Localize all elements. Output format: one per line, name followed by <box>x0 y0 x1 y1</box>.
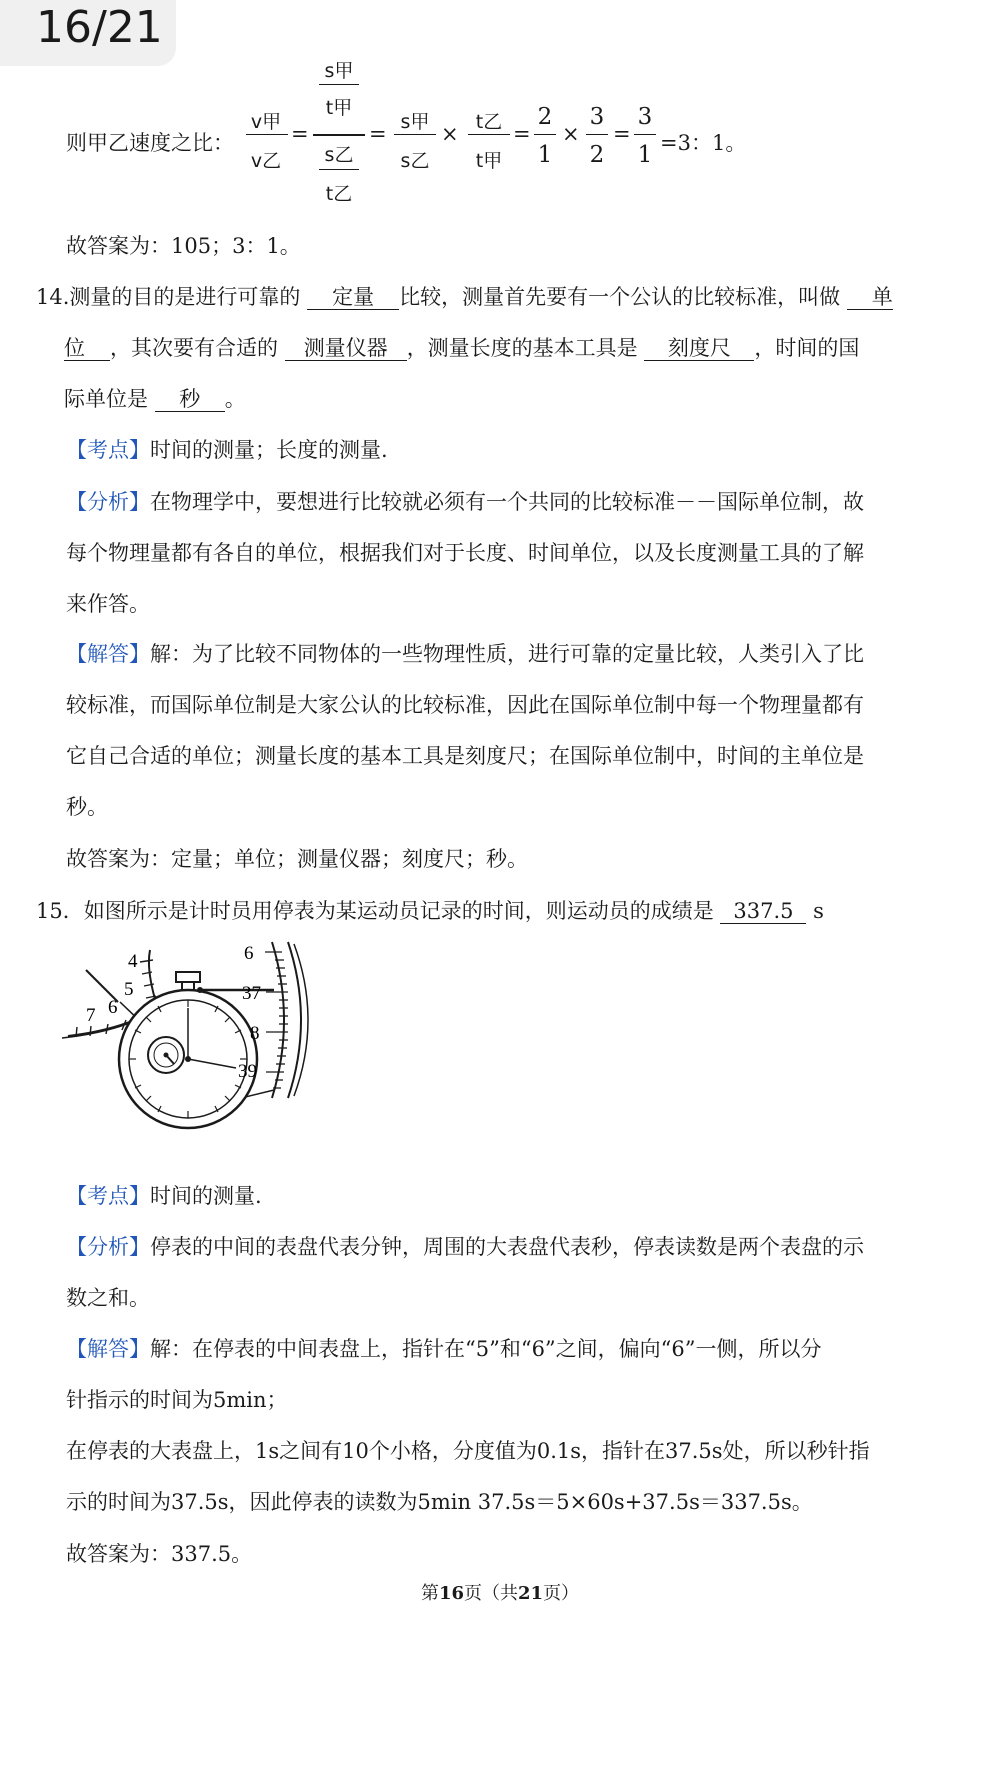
answer-blank: 测量仪器 <box>285 337 407 361</box>
s-jia: s甲 <box>400 111 430 133</box>
ratio-lead-text: 则甲乙速度之比： <box>66 131 234 155</box>
denominator: 2 <box>589 142 605 168</box>
second-label: 39 <box>238 1061 257 1082</box>
q15-fenxi-2: 数之和。 <box>66 1286 150 1310</box>
q14-fenxi-1 <box>66 486 864 516</box>
kaodian-text: 时间的测量；长度的测量. <box>150 438 388 462</box>
q15-jieda-3: 在停表的大表盘上，1s之间有10个小格，分度值为0.1s，指针在37.5s处，所以秒针指 <box>66 1439 870 1463</box>
fenxi-text: 停表的中间的表盘代表分钟，周围的大表盘代表秒，停表读数是两个表盘的示 <box>150 1235 864 1259</box>
jieda-text: 解：为了比较不同物体的一些物理性质，进行可靠的定量比较，人类引入了比 <box>150 642 864 666</box>
q14-text: ，其次要有合适的 <box>110 336 278 360</box>
t-yi: t乙 <box>475 111 503 133</box>
q14-jieda-1 <box>66 638 864 668</box>
ratio-result: =3：1。 <box>660 131 747 155</box>
equals-sign: = <box>291 122 309 146</box>
q14-text: 。 <box>224 387 246 411</box>
equals-sign: = <box>513 122 531 146</box>
v-yi: v乙 <box>250 150 282 172</box>
footer-text: 第 <box>420 1583 439 1604</box>
q15-jieda-4: 示的时间为37.5s，因此停表的读数为5min 37.5s＝5×60s+37.5s＝337.5s。 <box>66 1490 813 1514</box>
s-yi: s乙 <box>324 144 354 166</box>
v-jia: v甲 <box>250 111 282 133</box>
fraction-bar <box>634 134 656 135</box>
kaodian-tag: 【考点】 <box>66 438 150 462</box>
fraction-bar <box>394 134 436 135</box>
minute-label: 7 <box>86 1005 96 1026</box>
q14-answer: 故答案为：定量；单位；测量仪器；刻度尺；秒。 <box>66 847 528 871</box>
q14-kaodian <box>66 434 388 464</box>
minute-hand-pivot <box>164 1053 169 1058</box>
minute-label: 6 <box>108 997 118 1018</box>
footer-text: 页（共 <box>464 1583 518 1604</box>
jieda-text: 解：在停表的中间表盘上，指针在“5”和“6”之间，偏向“6”一侧，所以分 <box>150 1337 822 1361</box>
answer-blank: 刻度尺 <box>644 337 754 361</box>
footer-total-pages: 21 <box>518 1583 544 1604</box>
kaodian-text: 时间的测量. <box>150 1184 262 1208</box>
t-jia: t甲 <box>325 97 353 119</box>
answer-blank: 单 <box>847 286 893 310</box>
t-yi: t乙 <box>325 183 353 205</box>
q14-fenxi-2: 每个物理量都有各自的单位，根据我们对于长度、时间单位，以及长度测量工具的了解 <box>66 541 864 565</box>
second-label: 8 <box>250 1023 260 1044</box>
fenxi-tag: 【分析】 <box>66 1235 150 1259</box>
fenxi-text: 在物理学中，要想进行比较就必须有一个共同的比较标准－－国际单位制，故 <box>150 490 864 514</box>
q15-answer: 故答案为：337.5。 <box>66 1542 253 1566</box>
stopwatch-crown <box>176 972 200 982</box>
q14-text: ，测量长度的基本工具是 <box>406 336 638 360</box>
q14-text: 测量的目的是进行可靠的 <box>69 285 301 309</box>
q14-line-2 <box>64 332 859 362</box>
q14-text: ，时间的国 <box>754 336 860 360</box>
q14-line-3 <box>64 383 246 413</box>
equals-sign: = <box>369 122 387 146</box>
fraction-bar <box>534 134 556 135</box>
answer-blank: 定量 <box>307 286 399 310</box>
equals-sign: = <box>613 122 631 146</box>
denominator: 1 <box>637 142 653 168</box>
answer-blank: 337.5 <box>720 900 806 924</box>
fraction-bar <box>468 134 510 135</box>
kaodian-tag: 【考点】 <box>66 1184 150 1208</box>
question-number: 14. <box>36 285 70 309</box>
times-sign: × <box>562 122 580 146</box>
stopwatch-figure <box>60 940 360 1160</box>
q14-jieda-3: 它自己合适的单位；测量长度的基本工具是刻度尺；在国际单位制中，时间的主单位是 <box>66 744 864 768</box>
t-jia: t甲 <box>475 150 503 172</box>
footer-page-number: 16 <box>438 1583 464 1604</box>
second-label: 6 <box>244 943 254 964</box>
fraction-bar <box>246 134 288 135</box>
second-scale-outer-arc <box>288 942 301 1098</box>
s-jia: s甲 <box>324 60 354 82</box>
minute-zoom-pointer <box>86 970 118 1002</box>
numerator: 2 <box>537 104 553 130</box>
answer-blank: 位 <box>64 337 110 361</box>
q14-fenxi-3: 来作答。 <box>66 592 150 616</box>
times-sign: × <box>441 122 459 146</box>
second-hand-pivot <box>185 1056 191 1062</box>
q14-jieda-2: 较标准，而国际单位制是大家公认的比较标准，因此在国际单位制中每一个物理量都有 <box>66 693 864 717</box>
unit-text: s <box>813 899 824 923</box>
q14-text: 际单位是 <box>64 387 148 411</box>
page-indicator-text: 16/21 <box>36 2 163 53</box>
jieda-tag: 【解答】 <box>66 1337 150 1361</box>
page-indicator <box>0 0 176 66</box>
q15-kaodian <box>66 1180 262 1210</box>
q15-text: 如图所示是计时员用停表为某运动员记录的时间，则运动员的成绩是 <box>83 899 714 923</box>
minute-label: 4 <box>128 951 138 972</box>
q15-jieda-2: 针指示的时间为5min； <box>66 1388 288 1412</box>
question-number: 15． <box>36 899 84 923</box>
fenxi-tag: 【分析】 <box>66 490 150 514</box>
q15-stem <box>36 895 824 925</box>
jieda-tag: 【解答】 <box>66 642 150 666</box>
second-scale-inner-arc <box>272 942 284 1098</box>
q15-jieda-1 <box>66 1333 822 1363</box>
q14-line-1 <box>36 281 893 311</box>
footer-text: 页） <box>543 1583 580 1604</box>
numerator: 3 <box>589 104 605 130</box>
fraction-bar <box>319 169 359 170</box>
answer-blank: 秒 <box>155 388 225 412</box>
fraction-bar <box>319 84 359 85</box>
q15-fenxi-1 <box>66 1231 864 1261</box>
numerator: 3 <box>637 104 653 130</box>
page-footer <box>0 1579 1000 1605</box>
second-label: 37 <box>242 983 261 1004</box>
denominator: 1 <box>537 142 553 168</box>
s-yi: s乙 <box>400 150 430 172</box>
q14-jieda-4: 秒。 <box>66 795 108 819</box>
q14-text: 比较，测量首先要有一个公认的比较标准，叫做 <box>399 285 841 309</box>
q13-answer: 故答案为：105；3：1。 <box>66 234 301 258</box>
fraction-bar <box>586 134 608 135</box>
main-fraction-bar <box>313 134 365 136</box>
minute-label: 5 <box>124 979 134 1000</box>
